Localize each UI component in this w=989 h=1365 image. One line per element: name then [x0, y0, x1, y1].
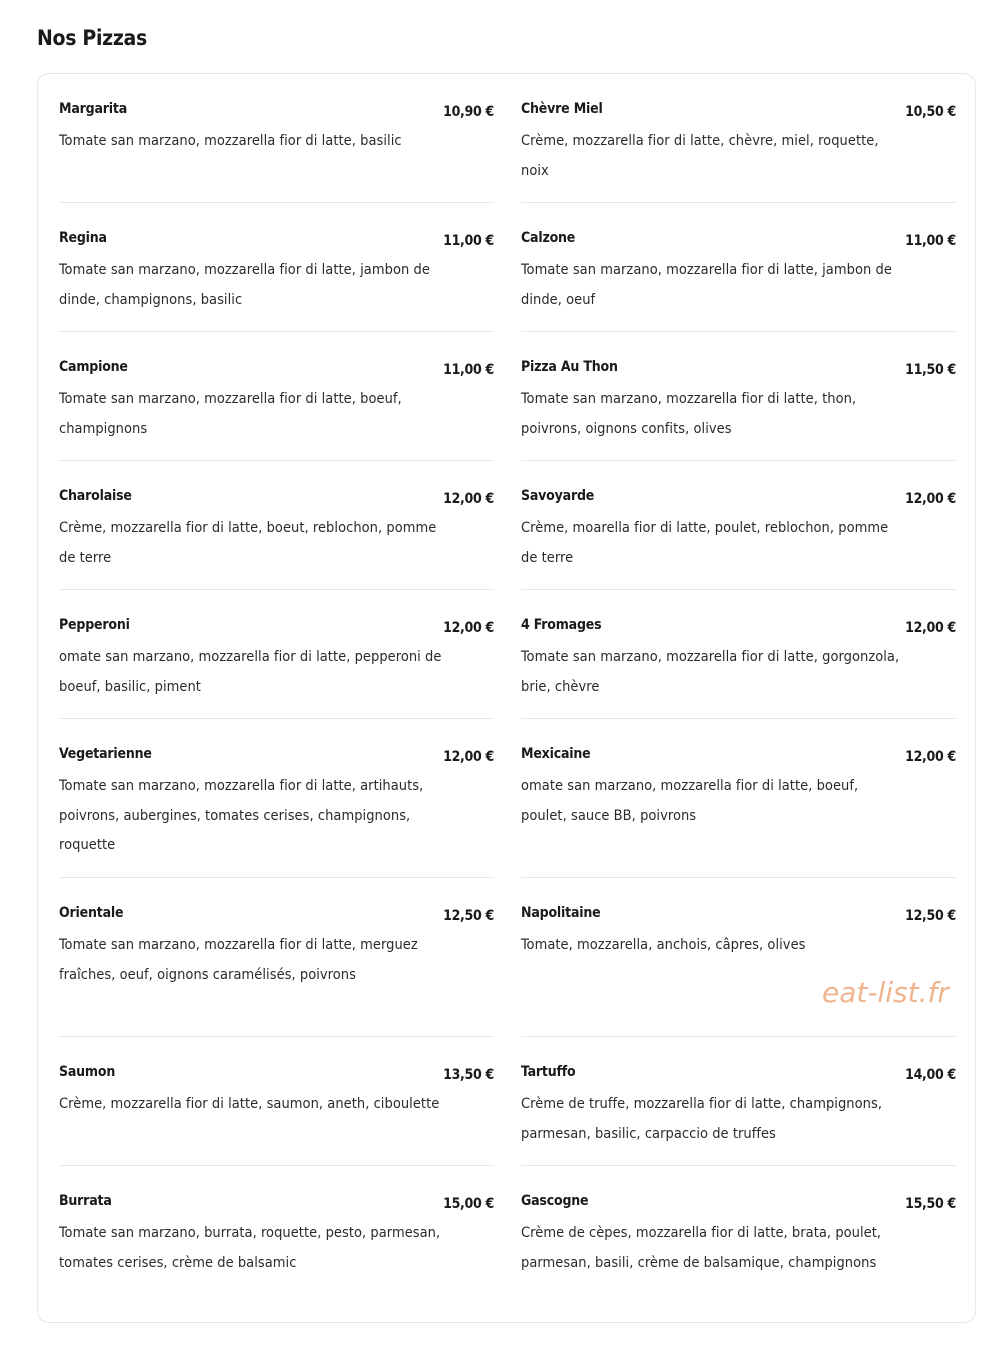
page-title: Nos Pizzas [37, 26, 147, 50]
item-name: Margarita [59, 101, 128, 117]
item-description: Tomate san marzano, mozzarella fior di latte, jambon de dinde, oeuf [521, 262, 892, 308]
item-description: Tomate san marzano, mozzarella fior di latte, boeuf, champignons [59, 391, 402, 437]
item-description: Tomate san marzano, mozzarella fior di latte, merguez fraîches, oeuf, oignons caramélisés, poivrons [59, 937, 418, 983]
item-name: Napolitaine [521, 905, 601, 921]
item-price: 11,50 € [905, 362, 956, 378]
menu-item[interactable] [59, 590, 494, 719]
item-price: 11,00 € [443, 233, 494, 249]
menu-item[interactable] [59, 203, 494, 332]
item-price: 10,50 € [905, 104, 956, 120]
item-price: 11,00 € [905, 233, 956, 249]
item-name: Vegetarienne [59, 746, 152, 762]
item-name: Campione [59, 359, 128, 375]
item-description: Crème, mozzarella fior di latte, chèvre, miel, roquette, noix [521, 133, 879, 179]
item-description: Tomate san marzano, burrata, roquette, pesto, parmesan, tomates cerises, crème de balsamic [59, 1225, 441, 1271]
item-name: Pepperoni [59, 617, 130, 633]
item-name: Chèvre Miel [521, 101, 603, 117]
item-description: Tomate san marzano, mozzarella fior di latte, gorgonzola, brie, chèvre [521, 649, 900, 695]
menu-item[interactable] [521, 1166, 956, 1306]
item-name: Charolaise [59, 488, 132, 504]
item-name: Burrata [59, 1193, 112, 1209]
item-name: 4 Fromages [521, 617, 602, 633]
item-name: Regina [59, 230, 107, 246]
item-price: 15,50 € [905, 1196, 956, 1212]
item-description: Crème, mozzarella fior di latte, boeut, reblochon, pomme de terre [59, 520, 437, 566]
item-description: Tomate san marzano, mozzarella fior di latte, thon, poivrons, oignons confits, olives [521, 391, 857, 437]
item-name: Calzone [521, 230, 576, 246]
item-price: 10,90 € [443, 104, 494, 120]
item-description: Crème, moarella fior di latte, poulet, reblochon, pomme de terre [521, 520, 889, 566]
item-price: 12,00 € [905, 749, 956, 765]
menu-item[interactable] [521, 461, 956, 590]
menu-item[interactable] [59, 332, 494, 461]
menu-item[interactable] [521, 332, 956, 461]
item-name: Savoyarde [521, 488, 595, 504]
menu-item[interactable] [521, 590, 956, 719]
menu-item[interactable] [521, 719, 956, 878]
item-price: 12,00 € [905, 491, 956, 507]
menu-item[interactable] [59, 1166, 494, 1306]
item-description: Crème de cèpes, mozzarella fior di latte, brata, poulet, parmesan, basili, crème de balsamique, champignons [521, 1225, 882, 1271]
item-price: 12,00 € [443, 749, 494, 765]
item-price: 12,50 € [443, 908, 494, 924]
item-price: 15,00 € [443, 1196, 494, 1212]
menu-item[interactable] [59, 461, 494, 590]
menu-item[interactable] [59, 878, 494, 1037]
item-description: Tomate san marzano, mozzarella fior di latte, artihauts, poivrons, aubergines, tomates cerises, champignons, roquette [59, 778, 424, 854]
watermark: eat-list.fr [822, 976, 949, 1009]
menu-item[interactable] [521, 878, 956, 1037]
item-description: omate san marzano, mozzarella fior di latte, pepperoni de boeuf, basilic, piment [59, 649, 442, 695]
item-description: Tomate san marzano, mozzarella fior di latte, basilic [59, 133, 402, 149]
item-price: 11,00 € [443, 362, 494, 378]
item-name: Orientale [59, 905, 124, 921]
menu-item[interactable] [521, 203, 956, 332]
item-price: 14,00 € [905, 1067, 956, 1083]
item-name: Mexicaine [521, 746, 591, 762]
menu-item[interactable] [521, 74, 956, 203]
item-price: 12,00 € [905, 620, 956, 636]
menu-card [37, 73, 976, 1323]
item-description: Tomate san marzano, mozzarella fior di latte, jambon de dinde, champignons, basilic [59, 262, 430, 308]
item-description: omate san marzano, mozzarella fior di latte, boeuf, poulet, sauce BB, poivrons [521, 778, 859, 824]
item-description: Crème, mozzarella fior di latte, saumon, aneth, ciboulette [59, 1096, 440, 1112]
item-description: Crème de truffe, mozzarella fior di latte, champignons, parmesan, basilic, carpaccio de truffes [521, 1096, 883, 1142]
item-name: Saumon [59, 1064, 116, 1080]
item-price: 12,00 € [443, 620, 494, 636]
item-price: 12,50 € [905, 908, 956, 924]
item-price: 13,50 € [443, 1067, 494, 1083]
item-price: 12,00 € [443, 491, 494, 507]
item-description: Tomate, mozzarella, anchois, câpres, olives [521, 937, 806, 953]
item-name: Pizza Au Thon [521, 359, 618, 375]
menu-item[interactable] [521, 1037, 956, 1166]
item-name: Gascogne [521, 1193, 589, 1209]
item-name: Tartuffo [521, 1064, 576, 1080]
menu-item[interactable] [59, 74, 494, 203]
menu-item[interactable] [59, 719, 494, 878]
menu-item[interactable] [59, 1037, 494, 1166]
